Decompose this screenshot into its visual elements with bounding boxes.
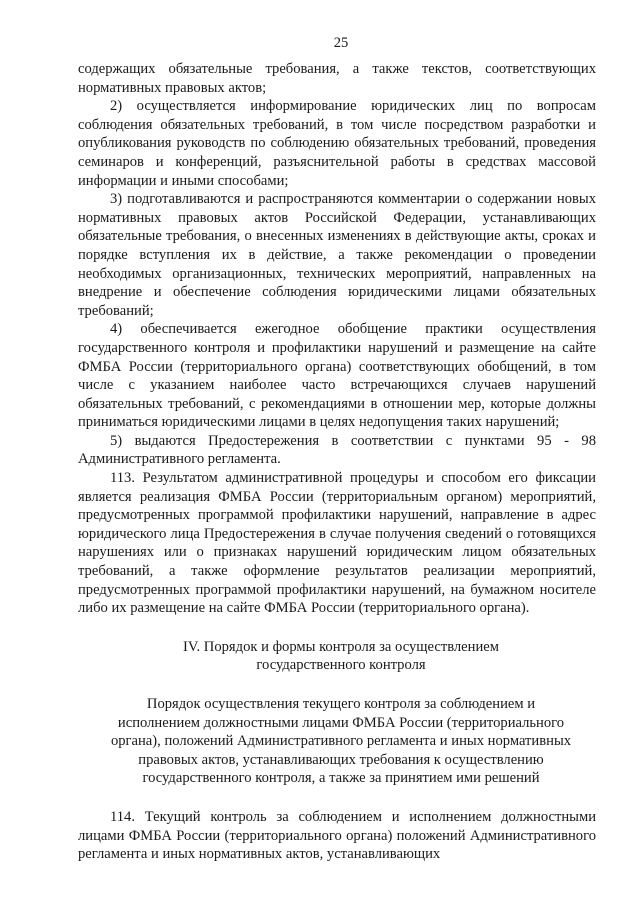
list-item-4: 4) обеспечивается ежегодное обобщение практики осуществления государственного контроля и профилактики нарушений и размещение на сайте ФМБА России (территориального органа) соответствующих обобщений, в том числе с указанием наиболее часто встречающихся случаев нарушений обязательных требований, с рекомендациями в отношении мер, которые должны приниматься юридическими лицами в целях недопущения таких нарушений; — [78, 321, 596, 431]
section-heading — [78, 638, 596, 675]
paragraph-continuation: содержащих обязательные требования, а также текстов, соответствующих нормативных правовых актов; — [78, 61, 596, 96]
list-item-5: 5) выдаются Предостережения в соответствии с пунктами 95 - 98 Административного регламента. — [78, 432, 596, 468]
subsection-heading: Порядок осуществления текущего контроля за соблюдением и исполнением должностными лицами ФМБА России (территориального органа), положений Административного регламента и иных нормативных правовых актов, устанавливающих требования к осуществлению государственного контроля, а также за принятием ими решений — [110, 696, 572, 787]
section-heading-line1: IV. Порядок и формы контроля за осуществлением — [182, 638, 499, 655]
section-heading-line2: государственного контроля — [256, 657, 426, 674]
paragraph-113: 113. Результатом административной процедуры и способом его фиксации является реализация ФМБА России (территориальным органом) мероприятий, предусмотренных программой профилактики нарушений, направление в адрес юридического лица Предостережения в случае получения сведений о готовящихся нарушениях или о признаках нарушений юридическим лицом обязательных требований, а также оформление результатов реализации мероприятий, предусмотренных программой профилактики нарушений, на бумажном носителе либо их размещение на сайте ФМБА России (территориального органа). — [78, 470, 596, 617]
paragraph-114: 114. Текущий контроль за соблюдением и исполнением должностными лицами ФМБА России (территориального органа) положений Административного регламента и иных нормативных актов, устанавливающих — [78, 808, 596, 863]
list-item-2: 2) осуществляется информирование юридических лиц по вопросам соблюдения обязательных требований, в том числе посредством разработки и опубликования руководств по соблюдению обязательных требований, проведения семинаров и конференций, разъяснительной работы в средствах массовой информации и иными способами; — [78, 98, 596, 189]
page-number: 25 — [333, 35, 349, 51]
list-item-3: 3) подготавливаются и распространяются комментарии о содержании новых нормативных правовых актов Российской Федерации, устанавливающих обязательные требования, о внесенных изменениях в действующие акты, сроках и порядке вступления их в действие, а также рекомендации о проведении необходимых организационных, технических мероприятий, направленных на внедрение и обеспечение соблюдения юридическими лицами обязательных требований; — [78, 191, 596, 319]
